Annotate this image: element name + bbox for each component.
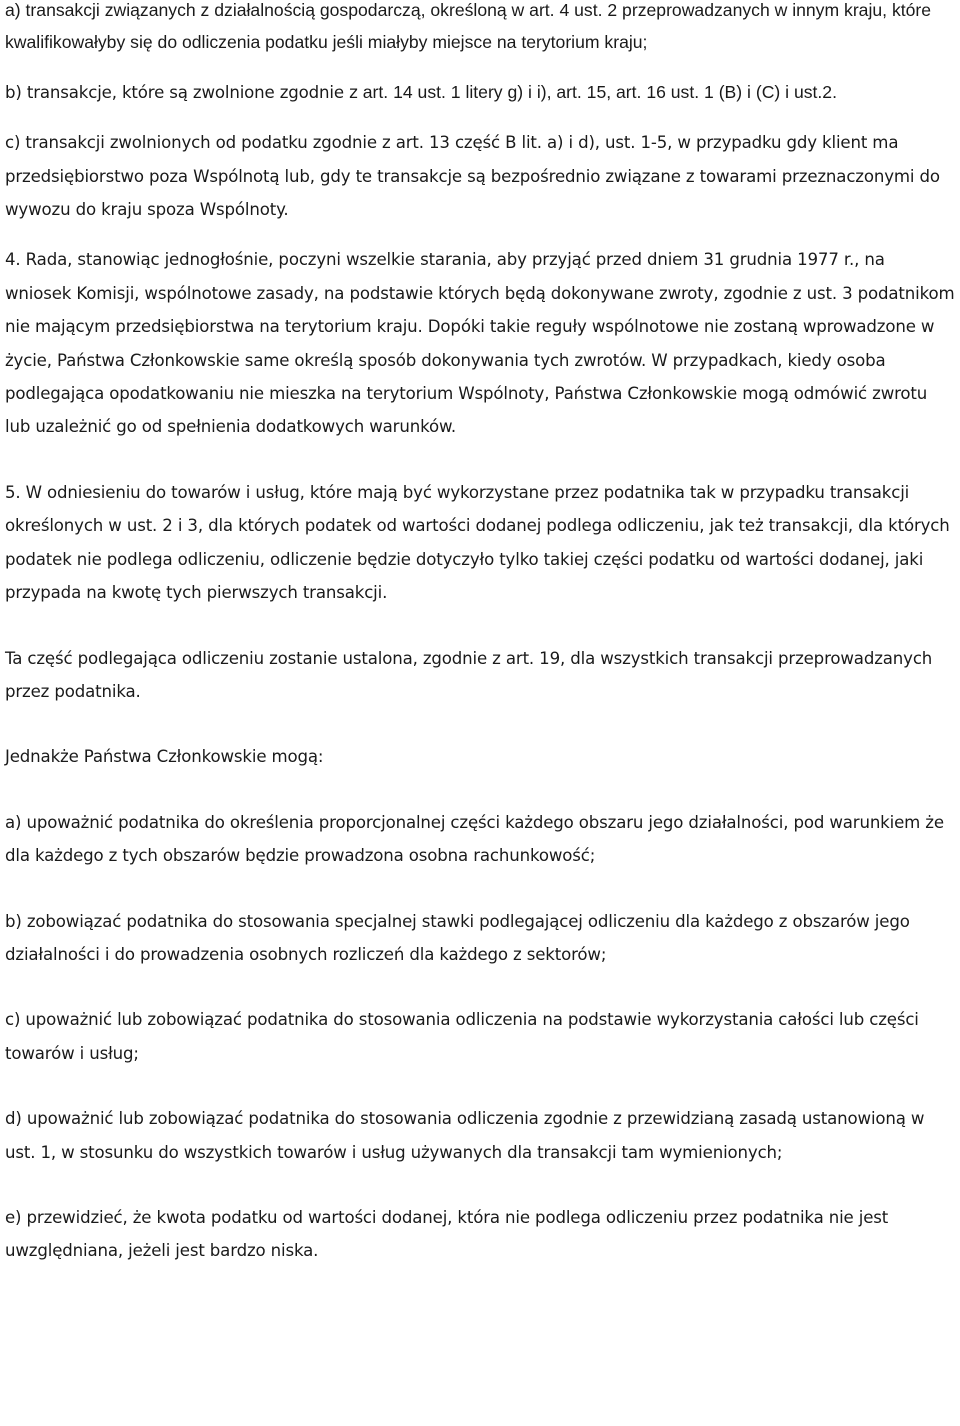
paragraph-text: a) upoważnić podatnika do określenia proporcjonalnej części każdego obszaru jego działalności, pod warunkiem że dla każdego z tych obszarów będzie prowadzona osobna rachunkowość; xyxy=(5,812,944,866)
paragraph-text: Jednakże Państwa Członkowskie mogą: xyxy=(5,747,324,767)
paragraph-deductible-part xyxy=(5,642,955,709)
paragraph-text: b) zobowiązać podatnika do stosowania specjalnej stawki podlegającej odliczeniu dla każdego z obszarów jego działalności i do prowadzenia osobnych rozliczeń dla każdego z sektorów; xyxy=(5,911,910,964)
list-item-c xyxy=(5,1003,955,1070)
paragraph-text: b) transakcje, które są zwolnione zgodnie z xyxy=(5,82,363,102)
list-item-e xyxy=(5,1201,955,1268)
paragraph-text: c) upoważnić lub zobowiązać podatnika do stosowania odliczenia na podstawie wykorzystania całości lub części towarów i usług; xyxy=(5,1010,919,1063)
list-item-b xyxy=(5,905,955,972)
paragraph-text: 4. Rada, stanowiąc jednogłośnie, poczyni wszelkie starania, aby przyjąć przed dniem 31 grudnia 1977 r., na wniosek Komisji, wspólnotowe zasady, na podstawie których będą dokonywane zwroty, zgodnie z ust. 3 podatnikom nie mającym przedsiębiorstwa na terytorium kraju. Dopóki takie reguły wspólnotowe nie zostaną wprowadzone w życie, Państwa Członkowskie same określą sposób dokonywania tych zwrotów. W przypadkach, kiedy osoba podlegająca opodatkowaniu nie mieszka na terytorium Wspólnoty, Państwa Członkowskie mogą odmówić zwrotu lub uzależnić go od spełnienia dodatkowych warunków. xyxy=(5,250,955,437)
paragraph-text: e) przewidzieć, że kwota podatku od wartości dodanej, która nie podlega odliczeniu przez podatnika nie jest uwzględniana, jeżeli jest bardzo niska. xyxy=(5,1207,889,1261)
paragraph-a-foreign-transactions xyxy=(5,0,955,59)
paragraph-text: d) upoważnić lub zobowiązać podatnika do stosowania odliczenia zgodnie z przewidzianą zasadą ustanowioną w ust. 1, w stosunku do wszystkich towarów i usług używanych dla transakcji tam wymienionych; xyxy=(5,1109,925,1162)
paragraph-text-article-refs: art. 14 ust. 1 litery g) i i), art. 15, art. 16 ust. 1 (B) i (C) i ust.2. xyxy=(362,81,837,102)
paragraph-text: 5. W odniesieniu do towarów i usług, które mają być wykorzystane przez podatnika tak w przypadku transakcji określonych w ust. 2 i 3, dla których podatek od wartości dodanej podlega odliczeniu, jak też transakcji, dla których podatek nie podlega odliczeniu, odliczenie będzie dotyczyło tylko takiej części podatku od wartości dodanej, jaki przypada na kwotę tych pierwszych transakcji. xyxy=(5,482,950,603)
paragraph-text: Ta część podlegająca odliczeniu zostanie ustalona, zgodnie z art. 19, dla wszystkich transakcji przeprowadzanych przez podatnika. xyxy=(5,648,933,701)
paragraph-5-deduction-scope xyxy=(5,476,955,610)
paragraph-b-exempt-transactions xyxy=(5,76,955,109)
list-item-a xyxy=(5,806,955,873)
paragraph-4-council-rules xyxy=(5,243,955,443)
list-item-d xyxy=(5,1102,955,1169)
paragraph-text: a) transakcji związanych z działalnością gospodarczą, określoną w art. 4 ust. 2 przeprowadzanych w innym kraju, które kwalifikowałyby się do odliczenia podatku jeśli miałyby miejsce na terytorium kraju; xyxy=(5,0,932,53)
paragraph-c-exempt-transactions xyxy=(5,126,955,226)
paragraph-member-states-may xyxy=(5,740,955,773)
document-page xyxy=(5,0,955,1268)
paragraph-text: c) transakcji zwolnionych od podatku zgodnie z art. 13 część B lit. a) i d), ust. 1-5, w przypadku gdy klient ma przedsiębiorstwo poza Wspólnotą lub, gdy te transakcje są bezpośrednio związane z towarami przeznaczonymi do wywozu do kraju spoza Wspólnoty. xyxy=(5,133,940,220)
